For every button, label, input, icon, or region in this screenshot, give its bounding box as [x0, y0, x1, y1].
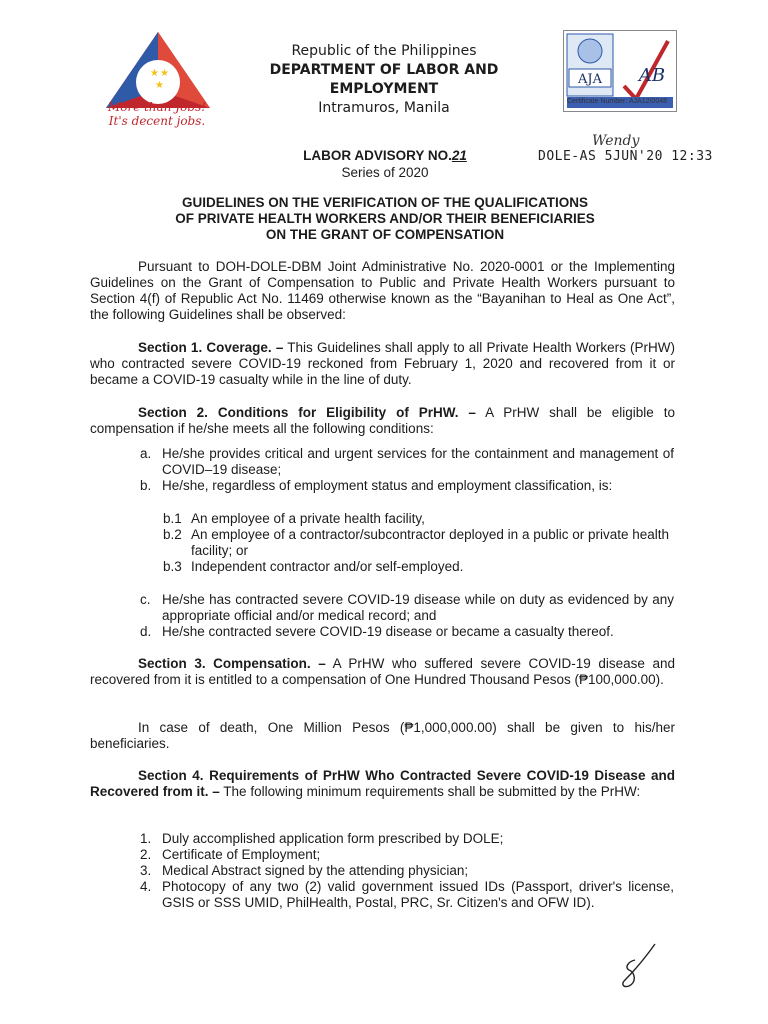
svg-text:★: ★ — [155, 80, 164, 91]
letterhead-department: DEPARTMENT OF LABOR AND EMPLOYMENT — [269, 62, 499, 97]
section-3-death-paragraph: In case of death, One Million Pesos (₱1,000,000.00) shall be given to his/her beneficiaries. — [90, 720, 675, 751]
section-4-text: The following minimum requirements shall be submitted by the PrHW: — [219, 784, 641, 799]
receiving-stamp: DOLE-AS 5JUN'20 12:33 — [538, 149, 713, 164]
advisory-number: 21 — [451, 148, 467, 163]
section-3-text: A PrHW who suffered severe COVID-19 disease and recovered from it is entitled to a compensation of One Hundred Thousand Pesos (₱100,000.00). — [90, 656, 675, 687]
title-line-2: OF PRIVATE HEALTH WORKERS AND/OR THEIR BENEFICIARIES — [175, 211, 595, 226]
section-4-paragraph — [90, 768, 675, 800]
svg-text:★: ★ — [150, 68, 159, 79]
cert-left-text: AJA — [578, 72, 602, 87]
page-initial-signature-icon — [615, 940, 665, 990]
section-1-paragraph — [90, 340, 675, 388]
section-3-paragraph — [90, 656, 675, 688]
section-2-paragraph — [90, 405, 675, 437]
document-title — [90, 195, 680, 243]
letterhead-republic: Republic of the Philippines — [291, 43, 477, 59]
advisory-block — [260, 147, 510, 181]
section-4-heading: Section 4. Requirements of PrHW Who Contracted Severe COVID-19 Disease and Recovered from it. – — [90, 768, 675, 799]
section-1-heading: Section 1. Coverage. – — [138, 340, 284, 355]
title-line-1: GUIDELINES ON THE VERIFICATION OF THE QUALIFICATIONS — [181, 195, 588, 210]
section-2-heading: Section 2. Conditions for Eligibility of PrHW. – — [138, 405, 476, 420]
section-1-text: This Guidelines shall apply to all Private Health Workers (PrHW) who contracted severe COVID-19 reckoned from February 1, 2020 and recovered from it or became a COVID-19 casualty while in the line of duty. — [90, 340, 675, 387]
cert-right-text: AB — [638, 65, 666, 86]
receiving-signature: Wendy — [592, 133, 640, 149]
section-2-text: A PrHW shall be eligible to compensation if he/she meets all the following conditions: — [90, 405, 675, 436]
svg-text:★: ★ — [160, 68, 169, 79]
logo-slogan — [92, 100, 222, 128]
slogan-line-1: More than Jobs! — [107, 100, 207, 114]
advisory-series: Series of 2020 — [341, 165, 429, 180]
slogan-line-2: It's decent jobs. — [108, 114, 206, 128]
advisory-label: LABOR ADVISORY NO. — [303, 148, 452, 163]
letterhead — [232, 42, 536, 118]
certificate-number: Certificate Number: AJA12/0048 — [567, 98, 667, 105]
section-3-heading: Section 3. Compensation. – — [138, 656, 326, 671]
letterhead-location: Intramuros, Manila — [318, 100, 450, 116]
title-line-3: ON THE GRANT OF COMPENSATION — [265, 227, 505, 242]
intro-paragraph: Pursuant to DOH-DOLE-DBM Joint Administrative No. 2020-0001 or the Implementing Guidelines on the Grant of Compensation to Public and Private Health Workers pursuant to Section 4(f) of Republic Act No. 11469 otherwise known as the “Bayanihan to Heal as One Act”, the following Guidelines shall be observed: — [90, 259, 675, 322]
